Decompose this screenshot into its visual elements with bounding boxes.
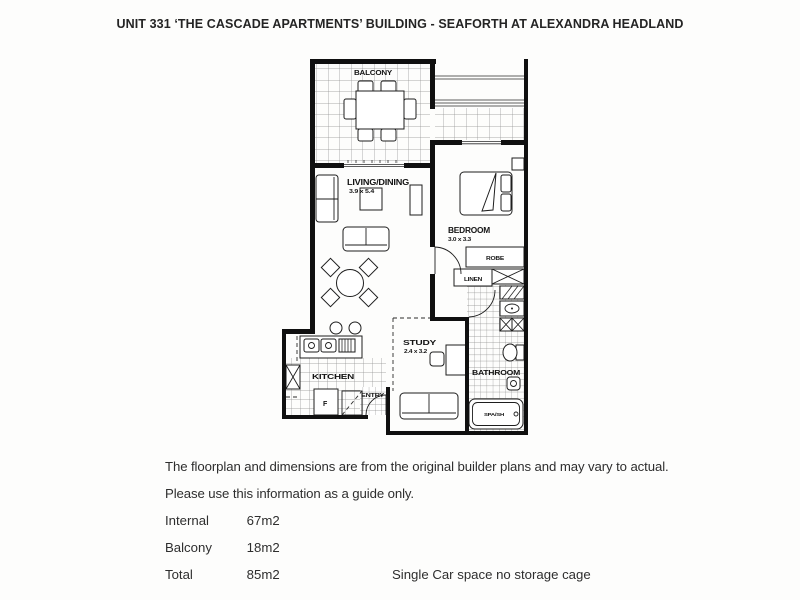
bathroom-sink <box>507 377 520 390</box>
study-sofa <box>400 393 458 419</box>
washer-dryer-boxes <box>500 318 524 331</box>
room-label-study: STUDY <box>403 338 437 347</box>
laundry-cupboard-hatched <box>500 286 524 299</box>
study-desk <box>430 345 466 375</box>
bedroom-window <box>462 141 501 143</box>
area-label-balcony: Balcony <box>165 540 212 555</box>
room-label-bedroom: BEDROOM <box>448 226 490 235</box>
room-label-kitchen: KITCHEN <box>312 374 355 381</box>
disclaimer-line-1: The floorplan and dimensions are from the original builder plans and may vary to actual. <box>165 459 669 474</box>
area-label-total: Total <box>165 567 193 582</box>
area-value-internal: 67m2 <box>246 513 280 528</box>
disclaimer-line-2: Please use this information as a guide only. <box>165 486 414 501</box>
dining-table-set <box>321 258 377 306</box>
bed <box>460 172 512 215</box>
bedside-table <box>512 158 524 170</box>
area-value-balcony: 18m2 <box>246 540 280 555</box>
area-value-total: 85m2 <box>246 567 280 582</box>
cooktop <box>286 365 300 389</box>
area-row-internal <box>165 513 280 528</box>
floorplan <box>282 57 542 437</box>
tv-cabinet <box>410 185 422 215</box>
room-label-living-dining: LIVING/DINING <box>347 178 410 187</box>
area-row-total <box>165 567 280 582</box>
room-dim-bedroom: 3.0 x 3.3 <box>448 237 472 243</box>
room-label-entry: ENTRY <box>361 393 385 399</box>
page-title: UNIT 331 ‘THE CASCADE APARTMENTS’ BUILDING - SEAFORTH AT ALEXANDRA HEADLAND <box>116 17 684 31</box>
area-row-balcony <box>165 540 280 555</box>
laundry-tub <box>500 301 524 316</box>
room-dim-living-dining: 3.9 x 5.4 <box>349 189 376 195</box>
car-space-note: Single Car space no storage cage <box>392 567 591 582</box>
kitchen-counter-sink <box>300 336 362 358</box>
room-label-robe: ROBE <box>486 256 505 262</box>
laundry-appliance-box <box>492 269 524 284</box>
room-dim-study: 2.4 x 3.2 <box>404 349 428 355</box>
room-label-balcony: BALCONY <box>354 70 393 77</box>
room-label-bathroom: BATHROOM <box>472 368 521 377</box>
fixture-label-fridge: F <box>323 401 328 408</box>
floorplan-drawing <box>282 57 542 437</box>
balcony-railing <box>435 76 524 106</box>
entry-floor-tiles-grid <box>360 387 386 415</box>
toilet <box>503 344 524 361</box>
living-sofa <box>343 227 389 251</box>
living-armchair <box>316 175 338 222</box>
fixture-label-spa-shower: SPA/SH <box>484 412 506 417</box>
area-label-internal: Internal <box>165 513 209 528</box>
bar-stools <box>330 322 361 334</box>
room-label-linen: LINEN <box>464 277 483 283</box>
